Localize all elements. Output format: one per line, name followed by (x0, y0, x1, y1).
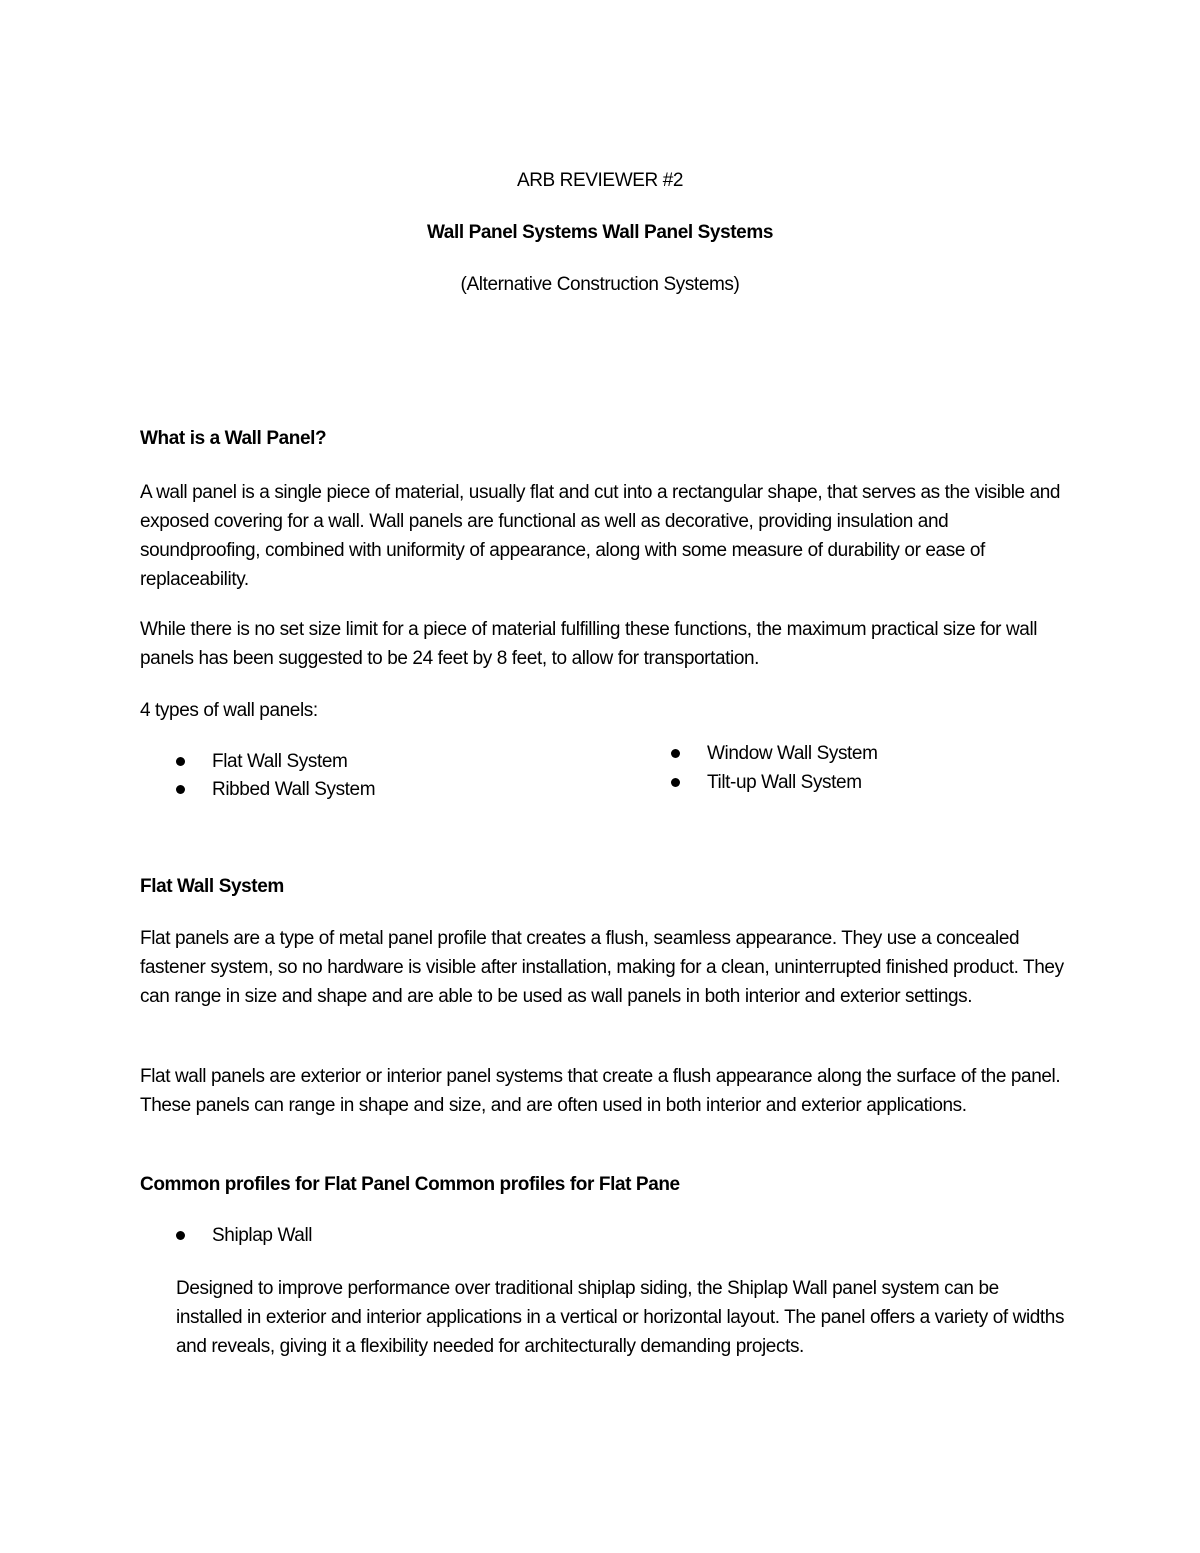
list-item-label: Ribbed Wall System (212, 779, 376, 800)
paragraph-flat-wall-panels: Flat wall panels are exterior or interior panel systems that create a flush appearance along the surface of the panel. These panels can range in shape and size, and are often used in both interior and exterior applications. (140, 1066, 1061, 1116)
document-subheading: (Alternative Construction Systems) (460, 274, 740, 295)
paragraph-flat-panels: Flat panels are a type of metal panel profile that creates a flush, seamless appearance. They use a concealed fastener system, so no hardware is visible after installation, making for a clean, uninterrupted finished product. They can range in size and shape and are able to be used as wall panels in both interior and exterior settings. (140, 928, 1064, 1007)
section-heading-common-profiles: Common profiles for Flat Panel Common profiles for Flat Pane (140, 1174, 680, 1195)
list-item-label: Shiplap Wall (212, 1225, 313, 1246)
paragraph-shiplap-description: Designed to improve performance over traditional shiplap siding, the Shiplap Wall panel system can be installed in exterior and interior applications in a vertical or horizontal layout. The panel offers a variety of widths and reveals, giving it a flexibility needed for architecturally demanding projects. (176, 1278, 1065, 1357)
list-item-label: Flat Wall System (212, 751, 348, 772)
paragraph-wall-panel-size: While there is no set size limit for a piece of material fulfilling these functions, the maximum practical size for wall panels has been suggested to be 24 feet by 8 feet, to allow for transportation. (140, 619, 1038, 669)
bullet-icon (176, 1231, 185, 1240)
types-label: 4 types of wall panels: (140, 700, 318, 721)
document-title: ARB REVIEWER #2 (516, 170, 684, 191)
section-heading-wall-panel: What is a Wall Panel? (140, 428, 327, 449)
bullet-icon (176, 757, 185, 766)
section-heading-flat-wall: Flat Wall System (140, 876, 284, 897)
bullet-icon (671, 778, 680, 787)
paragraph-wall-panel-definition: A wall panel is a single piece of material, usually flat and cut into a rectangular shape, that serves as the visible and exposed covering for a wall. Wall panels are functional as well as decorative, providing insulation and soundproofing, combined with uniformity of appearance, along with some measure of durability or ease of replaceability. (140, 482, 1061, 590)
bullet-icon (176, 785, 185, 794)
document-subtitle: Wall Panel Systems Wall Panel Systems (426, 222, 773, 243)
list-item-label: Window Wall System (707, 743, 878, 764)
list-item-label: Tilt-up Wall System (707, 772, 862, 793)
bullet-icon (671, 749, 680, 758)
